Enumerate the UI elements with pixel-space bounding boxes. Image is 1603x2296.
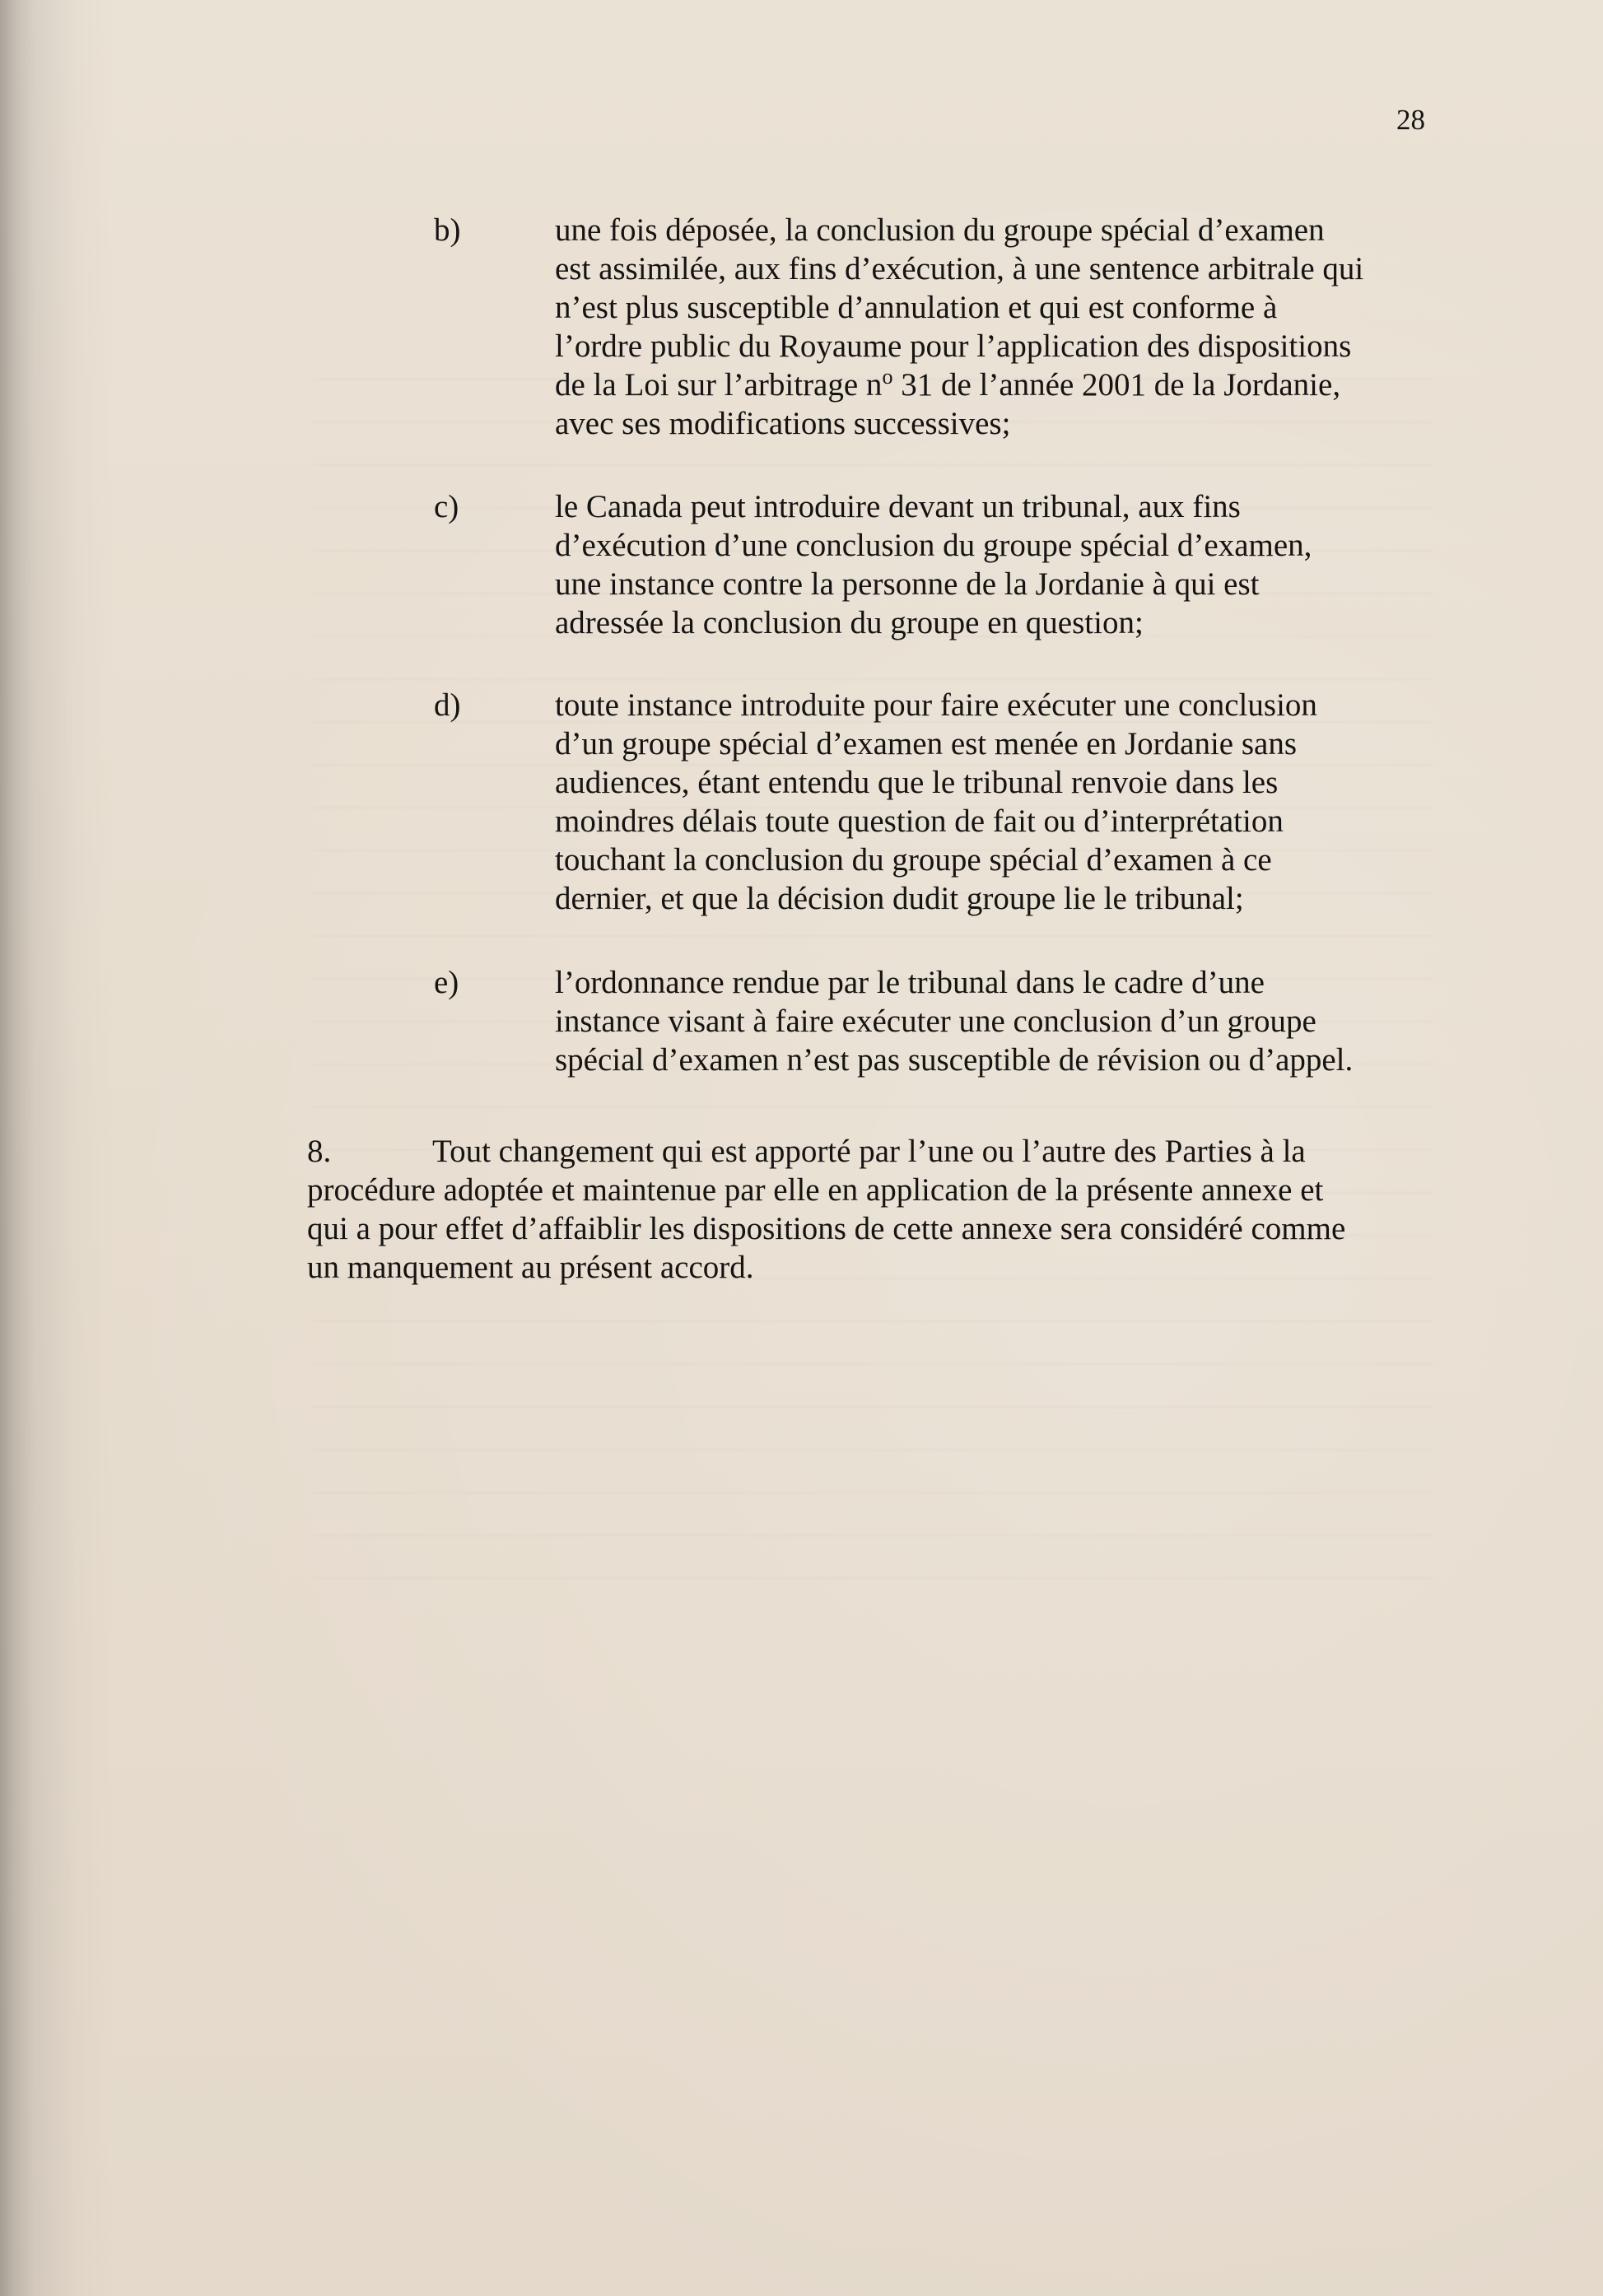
text-line: procédure adoptée et maintenue par elle en application de la présente annexe et [307, 1172, 1324, 1208]
list-item-label: e) [434, 965, 459, 1000]
text-fragment: Tout changement qui est apporté par l’une ou l’autre des Parties à la [432, 1134, 1306, 1169]
text-line: l’ordonnance rendue par le tribunal dans le cadre d’une [555, 965, 1265, 1000]
text-line: une fois déposée, la conclusion du groupe spécial d’examen [555, 212, 1325, 248]
list-item-e [434, 963, 1422, 1087]
text-line: touchant la conclusion du groupe spécial d’examen à ce [555, 842, 1272, 878]
list-item-c [434, 487, 1422, 649]
text-line: dernier, et que la décision dudit groupe lie le tribunal; [555, 881, 1244, 916]
list-item-text [555, 487, 1419, 642]
text-line: d’un groupe spécial d’examen est menée en Jordanie sans [555, 726, 1297, 761]
list-item-label: c) [434, 489, 459, 524]
text-line: qui a pour effet d’affaiblir les dispositions de cette annexe sera considéré comme [307, 1211, 1346, 1246]
section-8-paragraph [307, 1132, 1435, 1287]
text-line: moindres délais toute question de fait ou d’interprétation [555, 803, 1284, 839]
text-line: le Canada peut introduire devant un tribunal, aux fins [555, 489, 1241, 524]
list-item-text [555, 686, 1419, 918]
text-line: toute instance introduite pour faire exécuter une conclusion [555, 687, 1317, 723]
text-line: un manquement au présent accord. [307, 1250, 754, 1285]
text-line: avec ses modifications successives; [555, 406, 1011, 441]
section-number: 8. [307, 1134, 332, 1169]
text-line: est assimilée, aux fins d’exécution, à une sentence arbitrale qui [555, 251, 1364, 286]
text-line: instance visant à faire exécuter une conclusion d’un groupe [555, 1004, 1316, 1039]
text-line: une instance contre la personne de la Jordanie à qui est [555, 566, 1260, 602]
text-line: audiences, étant entendu que le tribunal renvoie dans les [555, 765, 1279, 800]
list-item-text [555, 963, 1419, 1079]
list-item-b [434, 211, 1422, 449]
list-item-d [434, 686, 1422, 924]
superscript-o: o [882, 365, 893, 389]
text-line: l’ordre public du Royaume pour l’application des dispositions [555, 328, 1352, 364]
text-line: spécial d’examen n’est pas susceptible de révision ou d’appel. [555, 1042, 1354, 1078]
list-item-text [555, 211, 1419, 443]
text-line: d’exécution d’une conclusion du groupe spécial d’examen, [555, 528, 1312, 563]
text-fragment: 31 de l’année 2001 de la Jordanie, [892, 367, 1341, 403]
text-line: adressée la conclusion du groupe en question; [555, 605, 1144, 640]
text-line [307, 1132, 1435, 1171]
text-line [555, 366, 1419, 404]
text-line: n’est plus susceptible d’annulation et qui est conforme à [555, 290, 1278, 325]
text-fragment: de la Loi sur l’arbitrage n [555, 367, 883, 403]
list-item-label: b) [434, 212, 461, 248]
page-number: 28 [1396, 104, 1425, 136]
list-item-label: d) [434, 687, 461, 723]
